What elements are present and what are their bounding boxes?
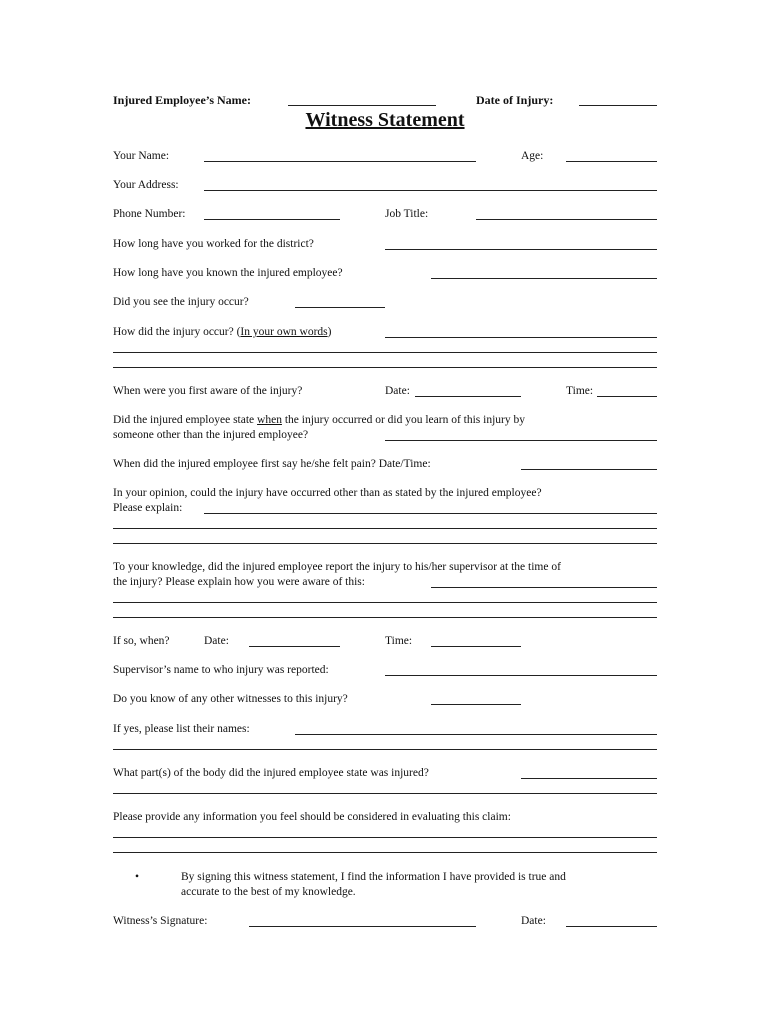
- opinion-label: In your opinion, could the injury have occurred other than as stated by the injured employee?: [113, 487, 542, 499]
- supervisor-name-label: Supervisor’s name to who injury was reported:: [113, 664, 329, 676]
- list-names-line-2[interactable]: [113, 749, 657, 750]
- other-info-label: Please provide any information you feel should be considered in evaluating this claim:: [113, 811, 511, 823]
- job-title-label: Job Title:: [385, 208, 429, 220]
- first-aware-date-field[interactable]: [415, 396, 521, 397]
- if-so-date-label: Date:: [204, 635, 229, 647]
- see-injury-field[interactable]: [295, 307, 385, 308]
- opinion-explain-label: Please explain:: [113, 502, 183, 514]
- how-occur-field[interactable]: [385, 337, 657, 338]
- first-aware-label: When were you first aware of the injury?: [113, 385, 303, 397]
- felt-pain-label: When did the injured employee first say he/she felt pain? Date/Time:: [113, 458, 431, 470]
- first-aware-date-label: Date:: [385, 385, 410, 397]
- list-names-label: If yes, please list their names:: [113, 723, 250, 735]
- how-occur-label: How did the injury occur? (In your own words): [113, 326, 332, 338]
- phone-number-label: Phone Number:: [113, 208, 186, 220]
- attestation-text-1: By signing this witness statement, I find the information I have provided is true and: [181, 871, 566, 883]
- opinion-field[interactable]: [204, 513, 657, 514]
- opinion-line-2[interactable]: [113, 528, 657, 529]
- signature-date-field[interactable]: [566, 926, 657, 927]
- knowledge-label-2: the injury? Please explain how you were aware of this:: [113, 576, 365, 588]
- see-injury-label: Did you see the injury occur?: [113, 296, 249, 308]
- other-witnesses-field[interactable]: [431, 704, 521, 705]
- first-aware-time-label: Time:: [566, 385, 594, 397]
- attestation-text-2: accurate to the best of my knowledge.: [181, 886, 356, 898]
- knowledge-line-3[interactable]: [113, 617, 657, 618]
- other-info-line-2[interactable]: [113, 852, 657, 853]
- worked-district-field[interactable]: [385, 249, 657, 250]
- if-so-when-label: If so, when?: [113, 635, 170, 647]
- other-witnesses-label: Do you know of any other witnesses to this injury?: [113, 693, 348, 705]
- list-names-field[interactable]: [295, 734, 657, 735]
- your-address-label: Your Address:: [113, 179, 179, 191]
- if-so-date-field[interactable]: [249, 646, 340, 647]
- signature-label: Witness’s Signature:: [113, 915, 208, 927]
- job-title-field[interactable]: [476, 219, 657, 220]
- how-occur-line-3[interactable]: [113, 367, 657, 368]
- signature-date-label: Date:: [521, 915, 546, 927]
- body-parts-field[interactable]: [521, 778, 657, 779]
- body-parts-line-2[interactable]: [113, 793, 657, 794]
- state-when-label: Did the injured employee state when the injury occurred or did you learn of this injury by: [113, 414, 525, 426]
- known-employee-label: How long have you known the injured employee?: [113, 267, 343, 279]
- page-title: Witness Statement: [305, 109, 465, 131]
- age-field[interactable]: [566, 161, 657, 162]
- date-of-injury-label: Date of Injury:: [476, 93, 554, 107]
- first-aware-time-field[interactable]: [597, 396, 657, 397]
- other-info-line-1[interactable]: [113, 837, 657, 838]
- supervisor-name-field[interactable]: [385, 675, 657, 676]
- opinion-line-3[interactable]: [113, 543, 657, 544]
- your-address-field[interactable]: [204, 190, 657, 191]
- known-employee-field[interactable]: [431, 278, 657, 279]
- age-label: Age:: [521, 150, 544, 162]
- felt-pain-field[interactable]: [521, 469, 657, 470]
- knowledge-line-2[interactable]: [113, 602, 657, 603]
- knowledge-label: To your knowledge, did the injured employee report the injury to his/her supervisor at the time of: [113, 561, 561, 573]
- employee-name-field[interactable]: [288, 105, 436, 106]
- attestation-bullet: •: [135, 871, 140, 883]
- date-of-injury-field[interactable]: [579, 105, 657, 106]
- knowledge-field[interactable]: [431, 587, 657, 588]
- your-name-label: Your Name:: [113, 150, 170, 162]
- state-when-field[interactable]: [385, 440, 657, 441]
- your-name-field[interactable]: [204, 161, 476, 162]
- if-so-time-field[interactable]: [431, 646, 521, 647]
- if-so-time-label: Time:: [385, 635, 413, 647]
- signature-field[interactable]: [249, 926, 476, 927]
- state-when-label-2: someone other than the injured employee?: [113, 429, 309, 441]
- phone-number-field[interactable]: [204, 219, 340, 220]
- worked-district-label: How long have you worked for the district?: [113, 238, 314, 250]
- body-parts-label: What part(s) of the body did the injured employee state was injured?: [113, 767, 429, 779]
- how-occur-line-2[interactable]: [113, 352, 657, 353]
- employee-name-label: Injured Employee’s Name:: [113, 93, 251, 107]
